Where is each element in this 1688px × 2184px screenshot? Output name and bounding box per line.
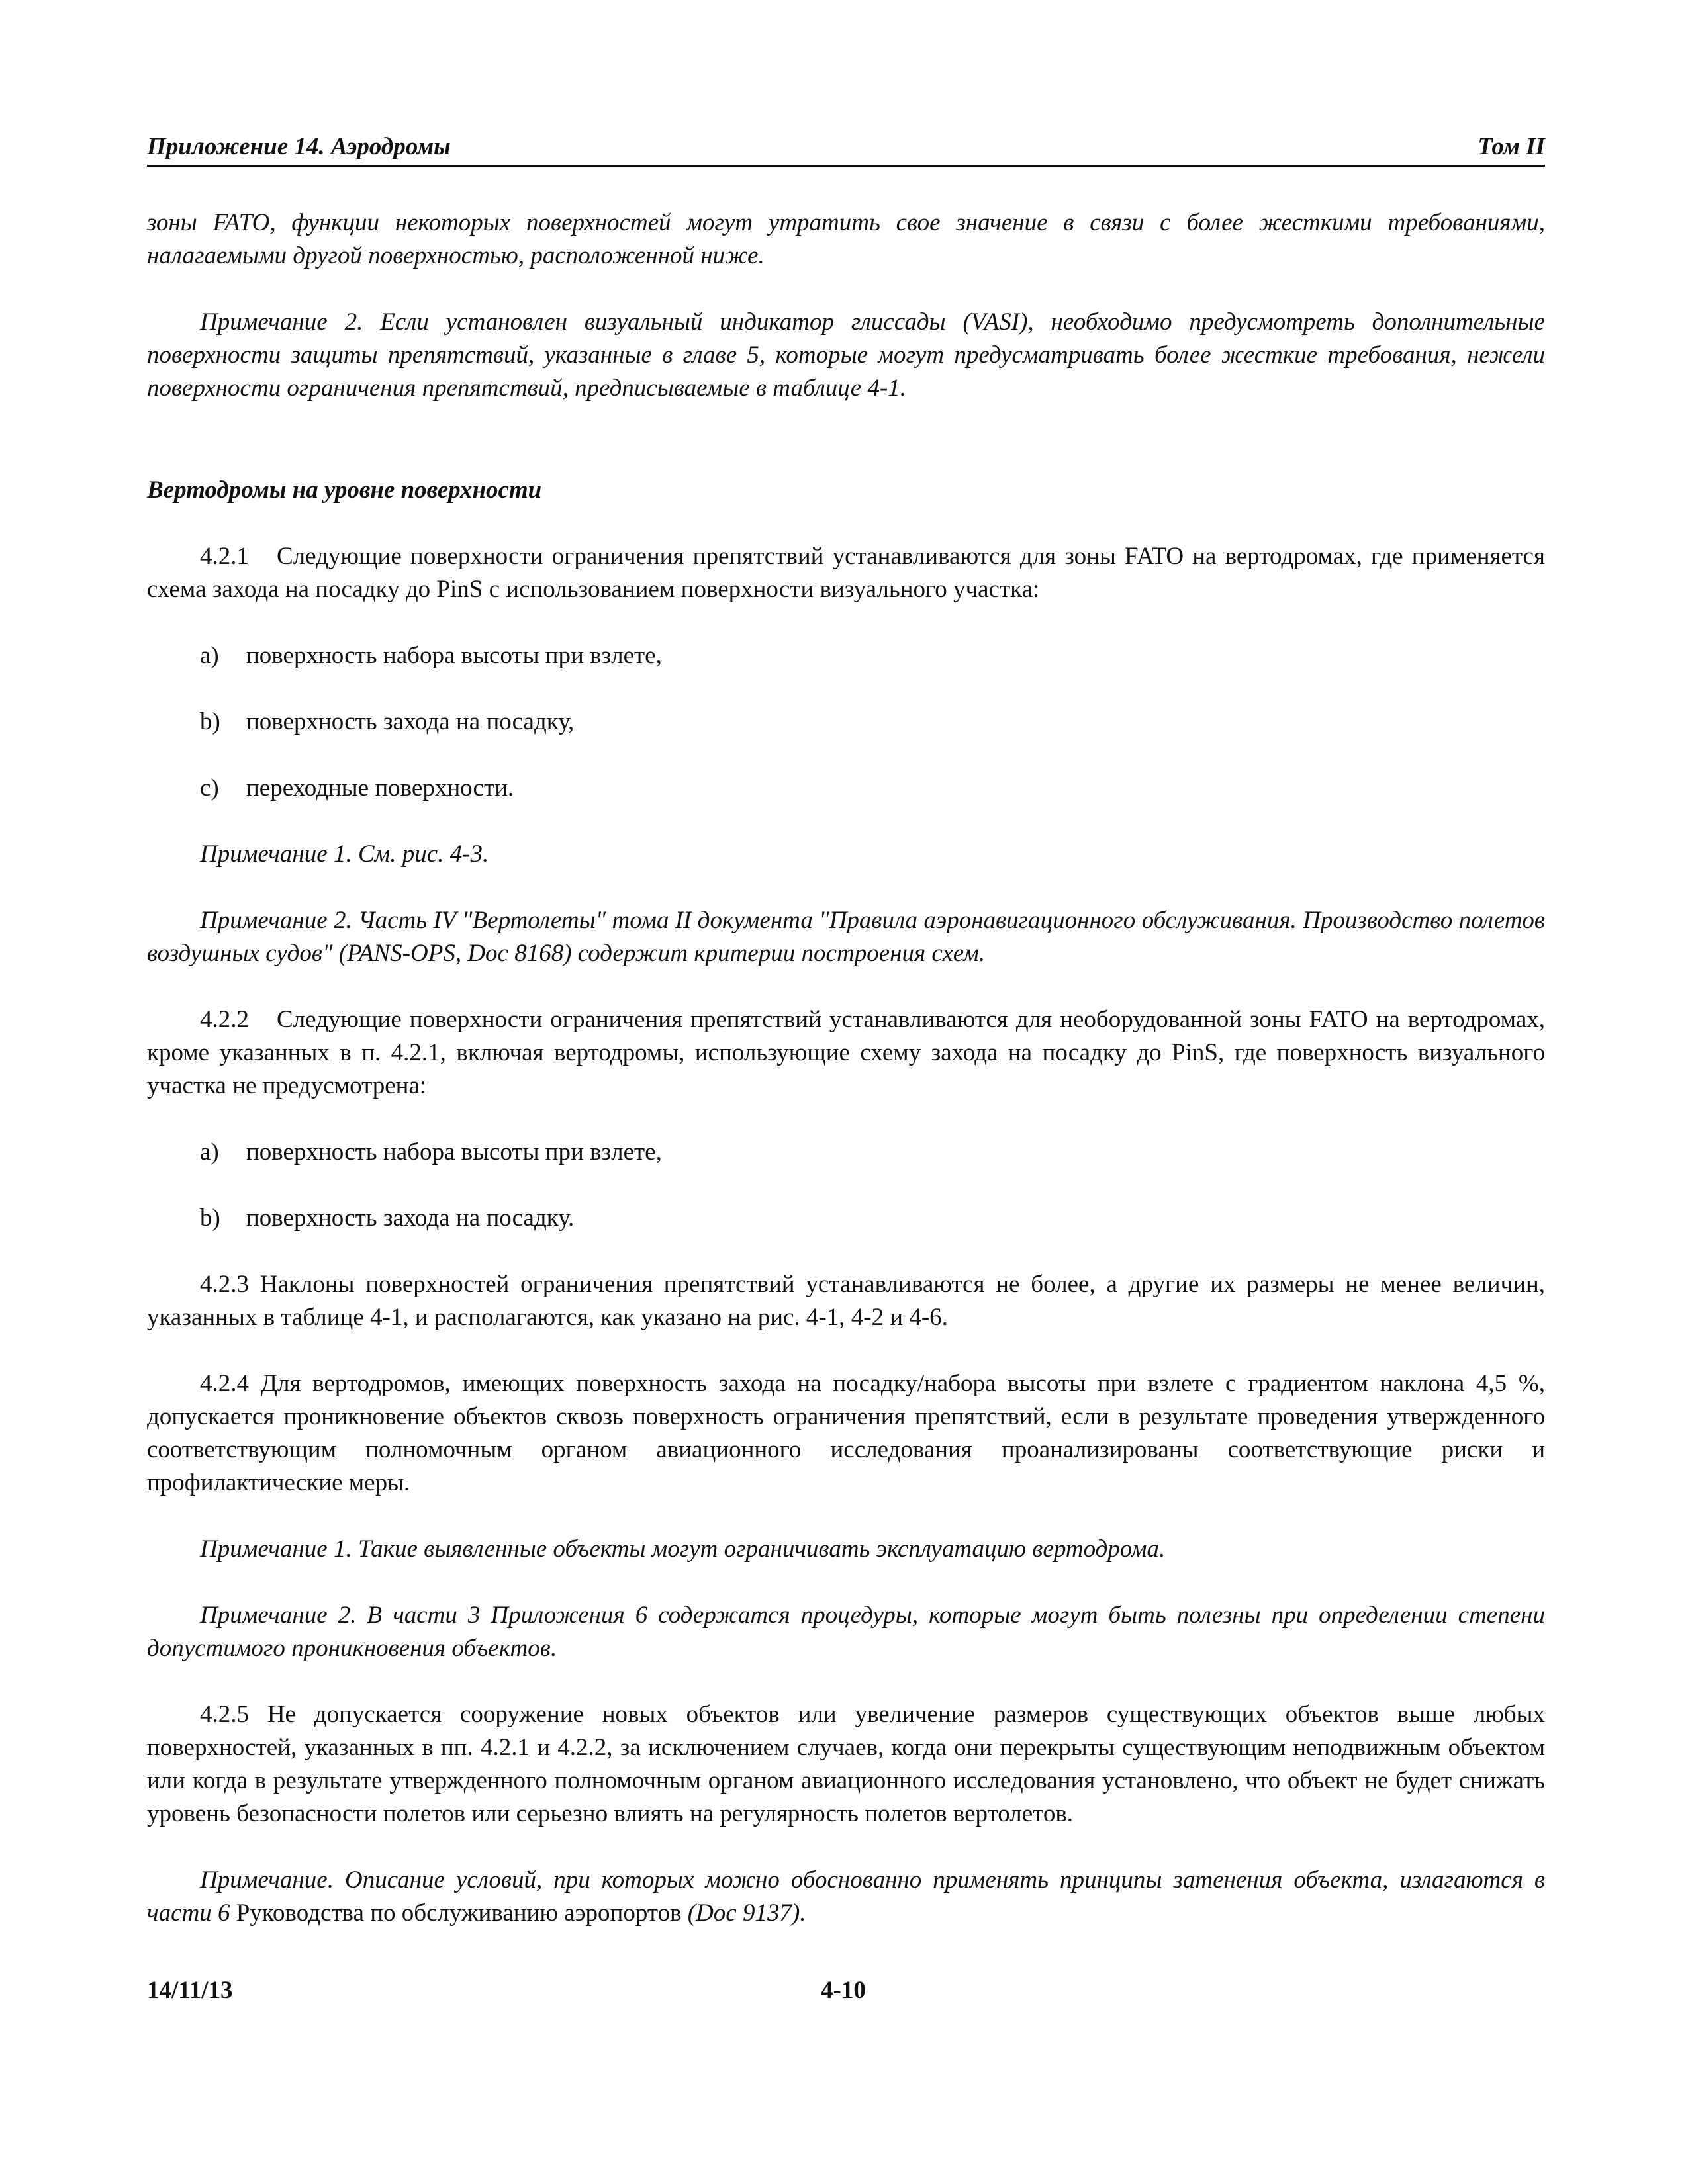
list-item — [147, 639, 1545, 672]
continuation-note: зоны FATO, функции некоторых поверхностей могут утратить свое значение в связи с более жесткими требованиями, налагаемыми другой поверхностью, расположенной ниже. — [147, 209, 1545, 269]
list-item — [147, 1136, 1545, 1169]
paragraph-4-2-4: 4.2.4 Для вертодромов, имеющих поверхность захода на посадку/набора высоты при взлете с градиентом наклона 4,5 %, допускается проникновение объектов сквозь поверхность ограничения препятствий, если в результате проведения утвержденного соответствующим полномочным органом авиационного исследования проанализированы соответствующие риски и профилактические меры. — [147, 1370, 1545, 1496]
note-text-start: Примечание. Описание условий, при которых можно обоснованно применять принципы затенения объекта, излагаются в части 6 — [147, 1866, 1545, 1927]
section-heading: Вертодромы на уровне поверхности — [147, 477, 542, 504]
document-body — [147, 206, 1545, 1963]
paragraph-4-2-1 — [147, 540, 1545, 606]
paragraph-4-2-3: 4.2.3 Наклоны поверхностей ограничения препятствий устанавливаются не более, а другие их размеры не менее величин, указанных в таблице 4-1, и располагаются, как указано на рис. 4-1, 4-2 и 4-6. — [147, 1271, 1545, 1331]
manual-title: Руководства по обслуживанию аэропортов — [236, 1899, 682, 1927]
paragraph-text: Следующие поверхности ограничения препятствий устанавливаются для зоны FATO на вертодромах, где применяется схема захода на посадку до PinS с использованием поверхности визуального участка: — [147, 543, 1545, 603]
page-number: 4-10 — [821, 1977, 866, 2004]
list-marker: c) — [200, 774, 219, 801]
note-4-2-1-2: Примечание 2. Часть IV "Вертолеты" тома II документа "Правила аэронавигационного обслуживания. Производство полетов воздушных судов" (PANS-OPS, Doc 8168) содержит критерии построения схем. — [147, 907, 1545, 967]
note-text-end: (Doc 9137). — [681, 1899, 806, 1927]
header-annex-title: Приложение 14. Аэродромы — [147, 133, 451, 160]
list-marker: a) — [200, 1138, 219, 1165]
note-4-2-5 — [147, 1864, 1545, 1930]
note-vasi: Примечание 2. Если установлен визуальный индикатор глиссады (VASI), необходимо предусмотреть дополнительные поверхности защиты препятствий, указанные в главе 5, которые могут предусматривать более жесткие требования, нежели поверхности ограничения препятствий, предписываемые в таблице 4-1. — [147, 308, 1545, 402]
list-item-text: поверхность захода на посадку. — [246, 1205, 575, 1232]
list-item — [147, 1202, 1545, 1235]
paragraph-4-2-5: 4.2.5 Не допускается сооружение новых объектов или увеличение размеров существующих объектов выше любых поверхностей, указанных в пп. 4.2.1 и 4.2.2, за исключением случаев, когда они перекрыты существующим неподвижным объектом или когда в результате утвержденного полномочным органом авиационного исследования установлено, что объект не будет снижать уровень безопасности полетов или серьезно влиять на регулярность полетов вертолетов. — [147, 1701, 1545, 1827]
running-header — [147, 132, 1545, 167]
list-item-text: поверхность набора высоты при взлете, — [246, 642, 662, 669]
list-marker: b) — [200, 1205, 220, 1232]
paragraph-number: 4.2.1 — [200, 543, 249, 570]
note-4-2-1-1: Примечание 1. См. рис. 4-3. — [200, 841, 489, 868]
list-item — [147, 772, 1545, 805]
paragraph-4-2-2 — [147, 1003, 1545, 1103]
list-marker: b) — [200, 708, 220, 735]
note-4-2-4-1: Примечание 1. Такие выявленные объекты могут ограничивать эксплуатацию вертодрома. — [200, 1535, 1166, 1563]
list-item-text: поверхность набора высоты при взлете, — [246, 1138, 662, 1165]
paragraph-number: 4.2.2 — [200, 1006, 249, 1033]
list-item-text: переходные поверхности. — [246, 774, 514, 801]
list-item-text: поверхность захода на посадку, — [246, 708, 575, 735]
list-marker: a) — [200, 642, 219, 669]
paragraph-text: Следующие поверхности ограничения препятствий устанавливаются для необорудованной зоны FATO на вертодромах, кроме указанных в п. 4.2.1, включая вертодромы, использующие схему захода на посадку до PinS, где поверхность визуального участка не предусмотрена: — [147, 1006, 1545, 1099]
note-4-2-4-2: Примечание 2. В части 3 Приложения 6 содержатся процедуры, которые могут быть полезны при определении степени допустимого проникновения объектов. — [147, 1602, 1545, 1662]
header-volume: Том II — [1477, 133, 1545, 160]
footer-date: 14/11/13 — [147, 1977, 233, 2004]
list-item — [147, 705, 1545, 739]
